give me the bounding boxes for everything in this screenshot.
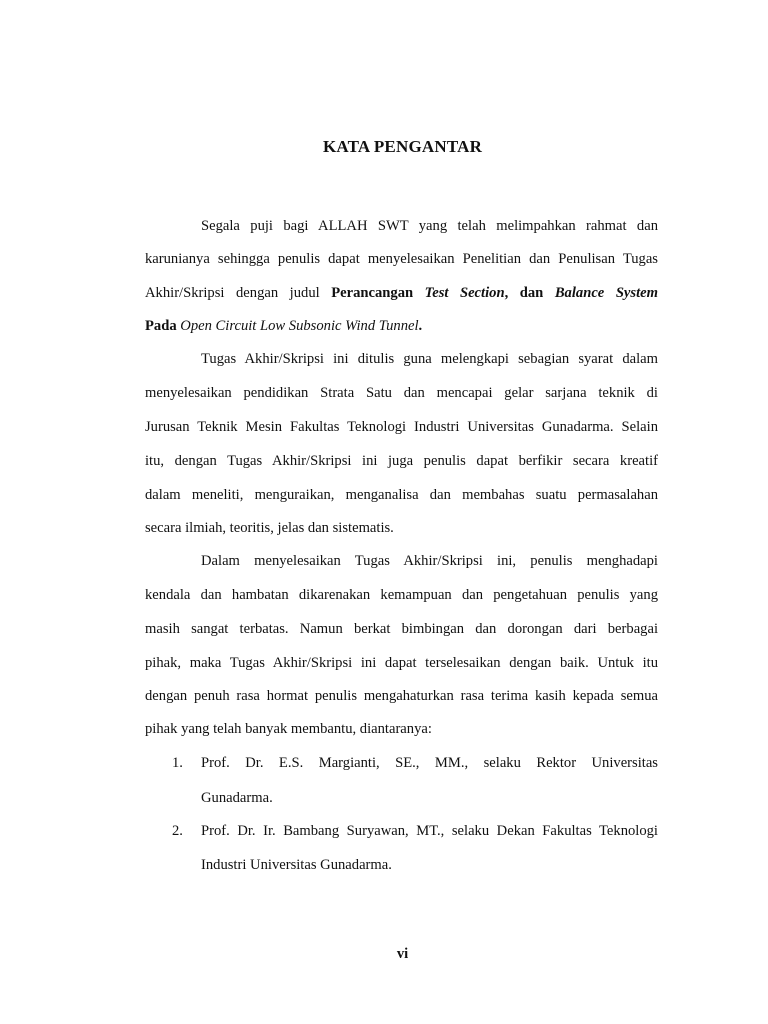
list-item-1-line-1: Prof. Dr. E.S. Margianti, SE., MM., selaku Rektor Universitas (201, 755, 658, 771)
paragraph-1-line-3 (145, 283, 658, 303)
page-number: vi (396, 946, 409, 962)
paragraph-1-line-3-text: Akhir/Skripsi dengan judul (145, 285, 332, 301)
paragraph-3-line-2: kendala dan hambatan dikarenakan kemampuan dan pengetahuan penulis yang (145, 587, 658, 603)
paragraph-1-line-1: Segala puji bagi ALLAH SWT yang telah melimpahkan rahmat dan (201, 218, 658, 234)
paragraph-2-line-2: menyelesaikan pendidikan Strata Satu dan mencapai gelar sarjana teknik di (145, 385, 658, 401)
paragraph-1-test-section: Test Section (424, 285, 505, 301)
paragraph-2-line-4: itu, dengan Tugas Akhir/Skripsi ini juga penulis dapat berfikir secara kreatif (145, 453, 658, 469)
paragraph-2-line-5: dalam meneliti, menguraikan, menganalisa dan membahas suatu permasalahan (145, 487, 658, 503)
list-item-2-line-2: Industri Universitas Gunadarma. (201, 857, 392, 873)
paragraph-1-balance-system: Balance System (554, 285, 658, 301)
list-item-2-line-1: Prof. Dr. Ir. Bambang Suryawan, MT., selaku Dekan Fakultas Teknologi (201, 823, 658, 839)
paragraph-3-line-6: pihak yang telah banyak membantu, diantaranya: (145, 721, 432, 737)
paragraph-3-line-1: Dalam menyelesaikan Tugas Akhir/Skripsi ini, penulis menghadapi (201, 553, 658, 569)
paragraph-3-line-4: pihak, maka Tugas Akhir/Skripsi ini dapat terselesaikan dengan baik. Untuk itu (145, 655, 658, 671)
paragraph-1-bold-dan: , dan (504, 285, 555, 301)
page-title: KATA PENGANTAR (322, 137, 483, 156)
list-item-2-number: 2. (172, 823, 183, 839)
paragraph-1-period: . (418, 318, 423, 334)
paragraph-1-wind-tunnel: Open Circuit Low Subsonic Wind Tunnel (180, 318, 419, 334)
paragraph-2-line-1: Tugas Akhir/Skripsi ini ditulis guna melengkapi sebagian syarat dalam (201, 351, 658, 367)
paragraph-3-line-5: dengan penuh rasa hormat penulis mengahaturkan rasa terima kasih kepada semua (145, 688, 658, 704)
paragraph-1-line-2: karunianya sehingga penulis dapat menyelesaikan Penelitian dan Penulisan Tugas (145, 251, 658, 267)
paragraph-2-line-6: secara ilmiah, teoritis, jelas dan sistematis. (145, 520, 394, 536)
paragraph-2-line-3: Jurusan Teknik Mesin Fakultas Teknologi Industri Universitas Gunadarma. Selain (145, 419, 658, 435)
paragraph-1-bold-pada: Pada (145, 318, 181, 334)
paragraph-1-bold-perancangan: Perancangan (331, 285, 425, 301)
paragraph-3-line-3: masih sangat terbatas. Namun berkat bimbingan dan dorongan dari berbagai (145, 621, 658, 637)
list-item-1-line-2: Gunadarma. (201, 790, 273, 806)
paragraph-1-line-4 (145, 316, 658, 336)
list-item-1-number: 1. (172, 755, 183, 771)
